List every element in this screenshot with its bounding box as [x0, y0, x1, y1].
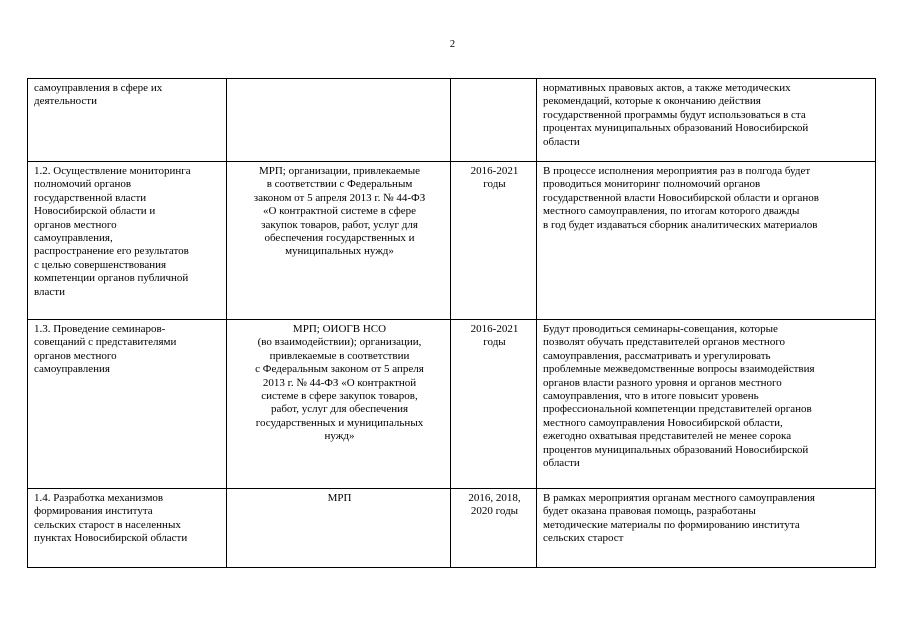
measure-cell — [28, 79, 227, 162]
page-number: 2 — [449, 39, 456, 50]
period-cell — [451, 489, 537, 568]
result-cell — [537, 162, 876, 320]
measures-table — [27, 78, 876, 568]
table-row — [28, 162, 876, 320]
result-text: Будут проводиться семинары-совещания, которые позволят обучать представителей органов местного самоуправления, рассматривать и урегулировать проблемные межведомственные вопросы взаимодействия органов власти разного уровня и органов местного самоуправления, что в итоге повысит уровень профессиональной компетенции представителей органов местного самоуправления Новосибирской области, ежегодно охватывая представителей не менее сорока процентов муниципальных образований Новосибирской области — [543, 323, 815, 470]
period-text: 2016, 2018, 2020 годы — [468, 492, 521, 518]
result-cell — [537, 489, 876, 568]
executors-text: МРП; ОИОГВ НСО (во взаимодействии); организации, привлекаемые в соответствии с Федеральным законом от 5 апреля 2013 г. № 44-ФЗ «О контрактной системе в сфере закупок товаров, работ, услуг для обеспечения государственных и муниципальных нужд» — [255, 323, 424, 443]
executors-cell — [227, 162, 451, 320]
executors-text: МРП; организации, привлекаемые в соответствии с Федеральным законом от 5 апреля 2013 г. № 44-ФЗ «О контрактной системе в сфере закупок товаров, работ, услуг для обеспечения государственных и муниципальных нужд» — [253, 165, 426, 258]
result-cell — [537, 320, 876, 489]
measure-text: 1.4. Разработка механизмов формирования института сельских старост в населенных пунктах Новосибирской области — [34, 492, 188, 545]
table-row — [28, 79, 876, 162]
period-cell — [451, 162, 537, 320]
period-cell — [451, 79, 537, 162]
result-text: нормативных правовых актов, а также методических рекомендаций, которые к окончанию действия государственной программы будут использоваться в ста процентах муниципальных образований Новосибирской области — [543, 82, 809, 148]
measure-text: самоуправления в сфере их деятельности — [34, 82, 163, 108]
measure-cell — [28, 489, 227, 568]
measure-cell — [28, 162, 227, 320]
executors-cell — [227, 320, 451, 489]
measure-text: 1.3. Проведение семинаров- совещаний с представителями органов местного самоуправления — [34, 323, 177, 376]
measure-text: 1.2. Осуществление мониторинга полномочий органов государственной власти Новосибирской области и органов местного самоуправления, распространение его результатов с целью совершенствования компетенции органов публичной власти — [34, 165, 191, 298]
result-cell — [537, 79, 876, 162]
measure-cell — [28, 320, 227, 489]
result-text: В процессе исполнения мероприятия раз в полгода будет проводиться мониторинг полномочий органов государственной власти Новосибирской области и органов местного самоуправления, по итогам которого дважды в год будет издаваться сборник аналитических материалов — [543, 165, 819, 231]
period-text: 2016-2021 годы — [470, 165, 519, 191]
result-text: В рамках мероприятия органам местного самоуправления будет оказана правовая помощь, разработаны методические материалы по формированию института сельских старост — [543, 492, 815, 545]
table-row — [28, 320, 876, 489]
period-text: 2016-2021 годы — [470, 323, 519, 349]
executors-text: МРП — [327, 492, 352, 504]
period-cell — [451, 320, 537, 489]
executors-cell — [227, 79, 451, 162]
table-row — [28, 489, 876, 568]
executors-cell — [227, 489, 451, 568]
